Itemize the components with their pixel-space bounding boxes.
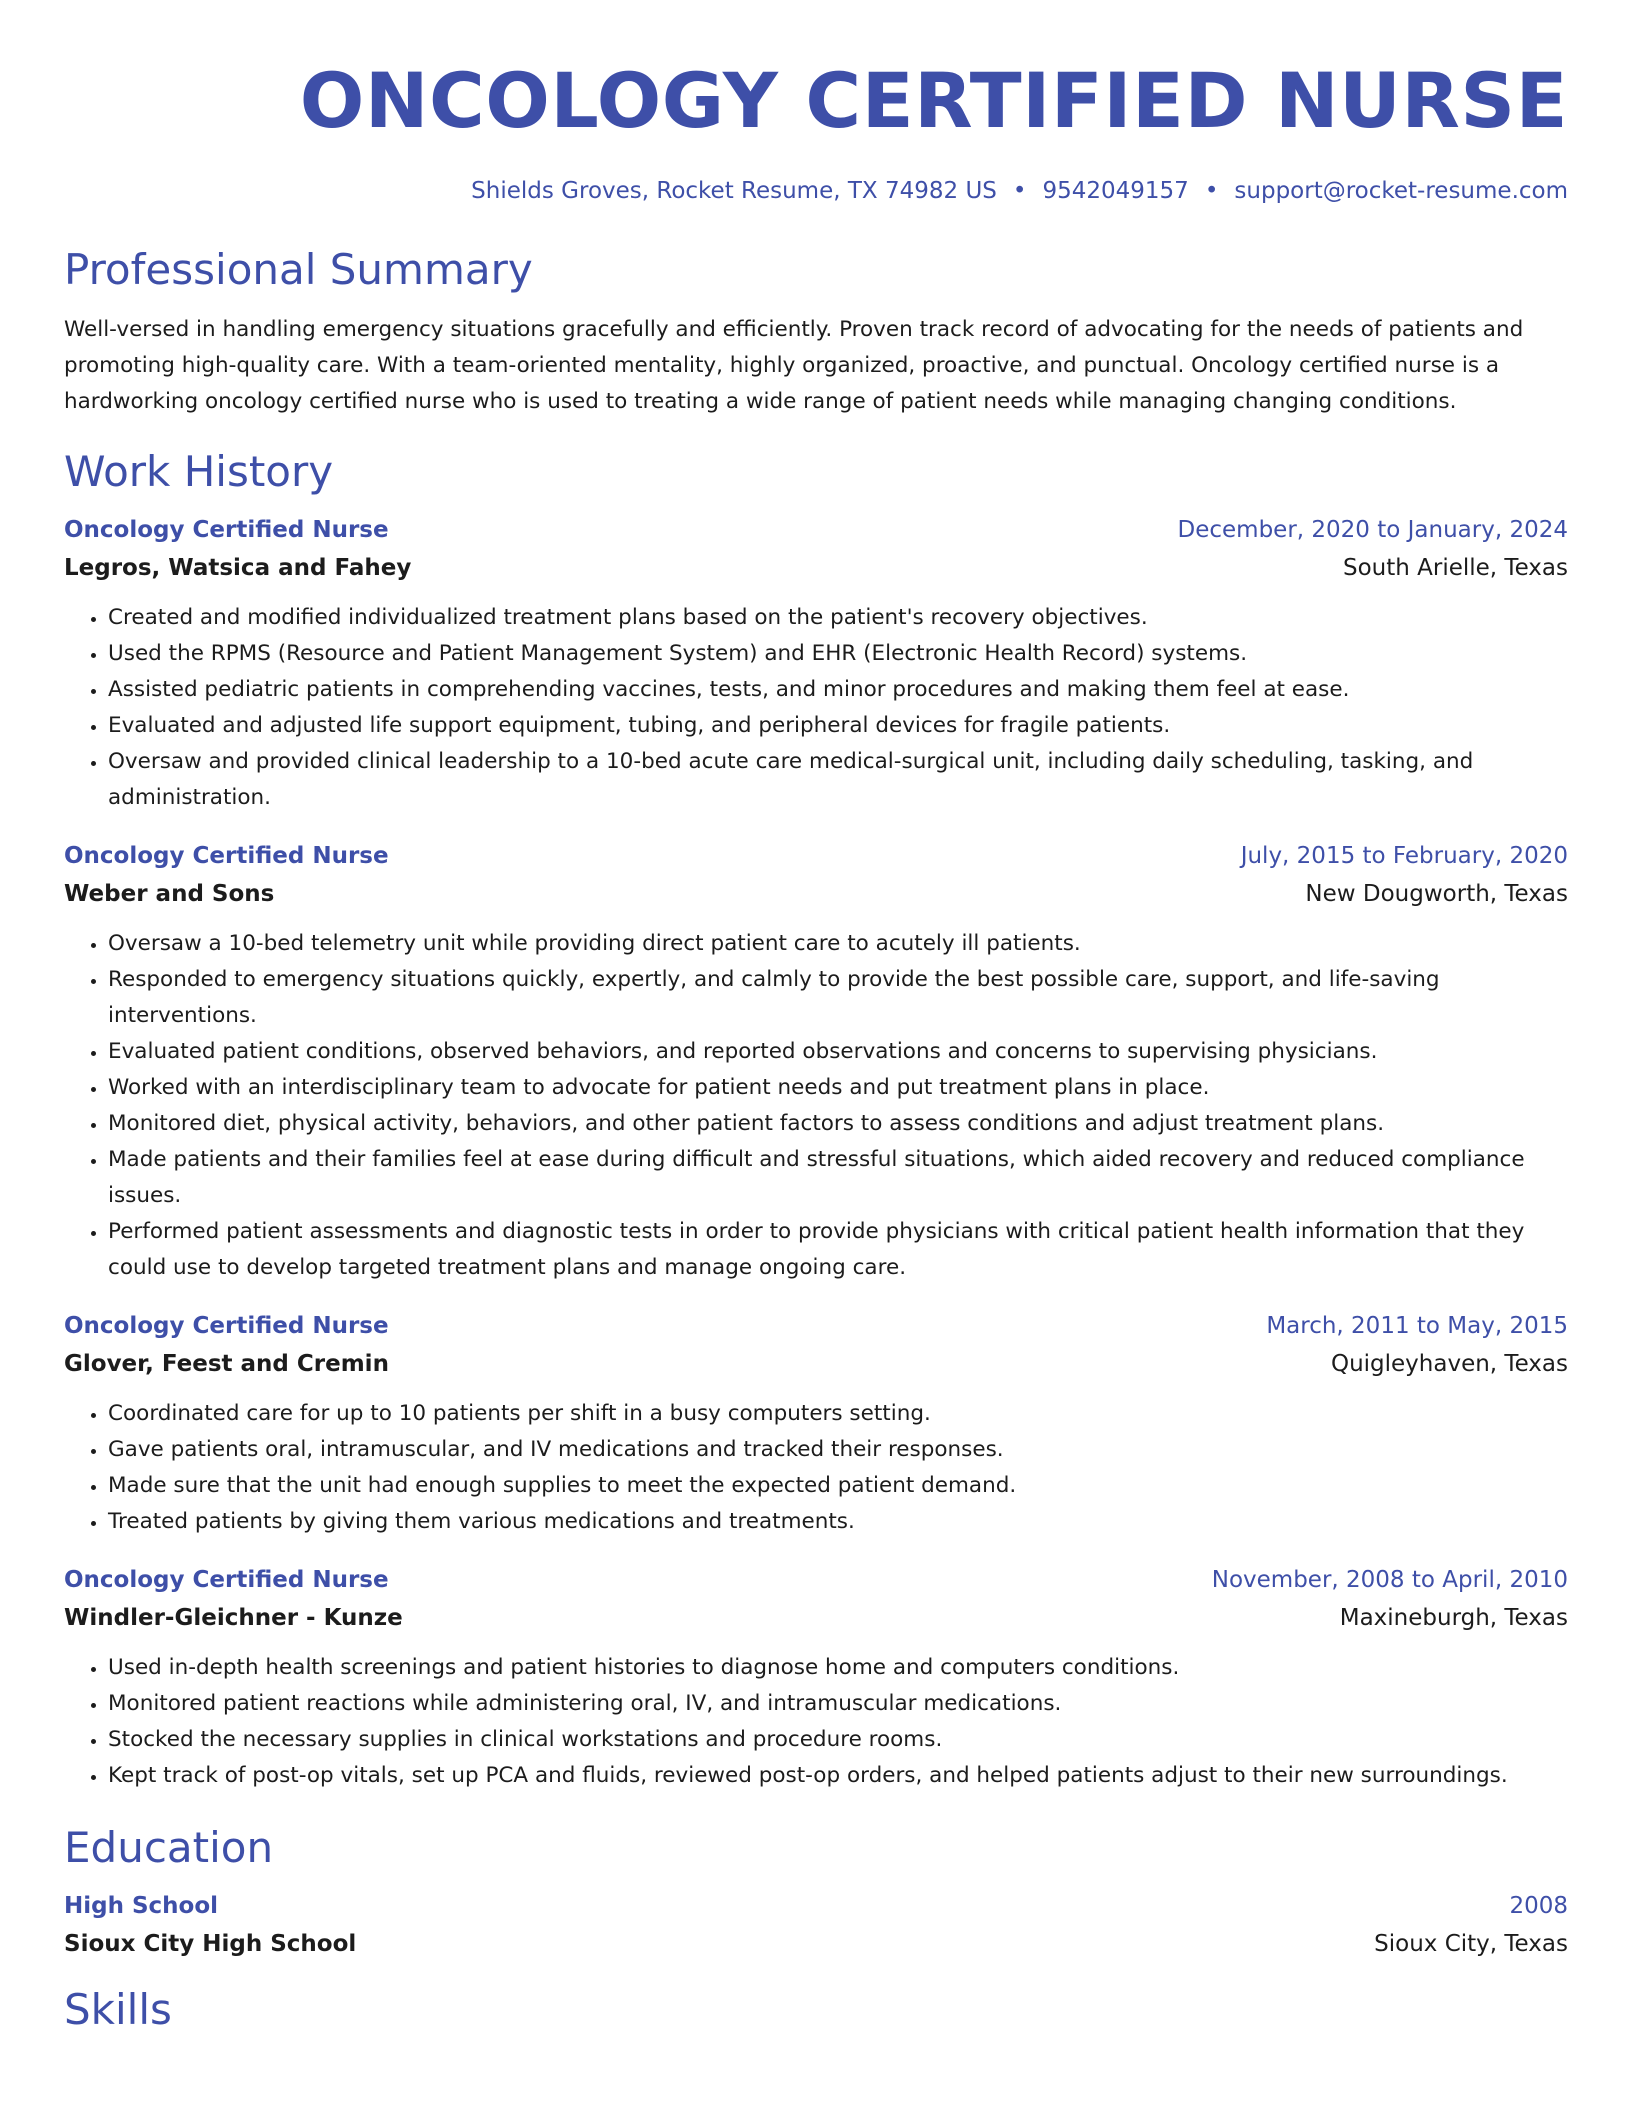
contact-line xyxy=(64,178,1568,204)
job-company: Weber and Sons xyxy=(64,881,275,907)
job-bullet: • Evaluated and adjusted life support equipment, tubing, and peripheral devices for fragile patients. xyxy=(108,708,1568,744)
education-year: 2008 xyxy=(1509,1893,1568,1919)
summary-text: Well-versed in handling emergency situations gracefully and efficiently. Proven track record of advocating for the needs of patients and promoting high-quality care. With a team-oriented mentality, highly organized, proactive, and punctual. Oncology certified nurse is a hardworking oncology certified nurse who is used to treating a wide range of patient needs while managing changing conditions. xyxy=(64,317,1524,414)
job-bullet: • Kept track of post-op vitals, set up PCA and fluids, reviewed post-op orders, and helped patients adjust to their new surroundings. xyxy=(108,1758,1568,1794)
job-title: Oncology Certified Nurse xyxy=(64,843,389,869)
section-title-education: Education xyxy=(64,1823,274,1872)
section-title-summary: Professional Summary xyxy=(64,245,533,294)
job-bullet: • Stocked the necessary supplies in clinical workstations and procedure rooms. xyxy=(108,1722,1568,1758)
contact-address: Shields Groves, Rocket Resume, TX 74982 US xyxy=(471,178,997,204)
job-bullets xyxy=(64,1650,1568,1794)
job-entry xyxy=(64,838,1568,1286)
contact-separator: • xyxy=(1204,178,1219,204)
job-bullet: • Evaluated patient conditions, observed behaviors, and reported observations and concerns to supervising physicians. xyxy=(108,1034,1568,1070)
resume-name: ONCOLOGY CERTIFIED NURSE xyxy=(299,56,1568,145)
job-title: Oncology Certified Nurse xyxy=(64,1567,389,1593)
contact-email: support@rocket-resume.com xyxy=(1234,178,1568,204)
job-bullet: • Oversaw a 10-bed telemetry unit while providing direct patient care to acutely ill patients. xyxy=(108,926,1568,962)
job-bullet: • Treated patients by giving them various medications and treatments. xyxy=(108,1504,1568,1540)
job-bullet: • Responded to emergency situations quickly, expertly, and calmly to provide the best possible care, support, and life-saving interventions. xyxy=(108,962,1568,1034)
job-bullet: • Coordinated care for up to 10 patients per shift in a busy computers setting. xyxy=(108,1396,1568,1432)
job-bullet: • Worked with an interdisciplinary team to advocate for patient needs and put treatment plans in place. xyxy=(108,1070,1568,1106)
job-company: Glover, Feest and Cremin xyxy=(64,1351,389,1377)
job-dates: November, 2008 to April, 2010 xyxy=(1211,1567,1568,1593)
job-bullets xyxy=(64,1396,1568,1540)
job-bullet: • Monitored patient reactions while administering oral, IV, and intramuscular medications. xyxy=(108,1686,1568,1722)
job-bullet: • Made patients and their families feel at ease during difficult and stressful situations, which aided recovery and reduced compliance issues. xyxy=(108,1142,1568,1214)
job-location: South Arielle, Texas xyxy=(1342,555,1568,581)
job-title: Oncology Certified Nurse xyxy=(64,517,389,543)
job-dates: July, 2015 to February, 2020 xyxy=(1240,843,1568,869)
education-location: Sioux City, Texas xyxy=(1374,1931,1568,1957)
job-entry xyxy=(64,1562,1568,1794)
job-bullet: • Used the RPMS (Resource and Patient Management System) and EHR (Electronic Health Record) systems. xyxy=(108,636,1568,672)
job-bullet: • Performed patient assessments and diagnostic tests in order to provide physicians with critical patient health information that they could use to develop targeted treatment plans and manage ongoing care. xyxy=(108,1214,1568,1286)
job-dates: December, 2020 to January, 2024 xyxy=(1177,517,1568,543)
contact-separator: • xyxy=(1012,178,1027,204)
job-location: Maxineburgh, Texas xyxy=(1339,1605,1568,1631)
job-company: Windler-Gleichner - Kunze xyxy=(64,1605,403,1631)
education-degree: High School xyxy=(64,1893,219,1919)
job-bullet: • Created and modified individualized treatment plans based on the patient's recovery objectives. xyxy=(108,600,1568,636)
job-title: Oncology Certified Nurse xyxy=(64,1313,389,1339)
job-bullet: • Assisted pediatric patients in comprehending vaccines, tests, and minor procedures and making them feel at ease. xyxy=(108,672,1568,708)
job-entry xyxy=(64,512,1568,816)
job-bullet: • Oversaw and provided clinical leadership to a 10-bed acute care medical-surgical unit, including daily scheduling, tasking, and administration. xyxy=(108,744,1568,816)
job-bullets xyxy=(64,926,1568,1286)
education-school: Sioux City High School xyxy=(64,1931,357,1957)
job-bullet: • Used in-depth health screenings and patient histories to diagnose home and computers conditions. xyxy=(108,1650,1568,1686)
job-bullets xyxy=(64,600,1568,816)
education-entry xyxy=(64,1888,1568,1964)
section-title-work-history: Work History xyxy=(64,447,334,496)
contact-phone: 9542049157 xyxy=(1042,178,1189,204)
job-location: New Dougworth, Texas xyxy=(1305,881,1568,907)
job-bullet: • Made sure that the unit had enough supplies to meet the expected patient demand. xyxy=(108,1468,1568,1504)
job-bullet: • Monitored diet, physical activity, behaviors, and other patient factors to assess conditions and adjust treatment plans. xyxy=(108,1106,1568,1142)
job-location: Quigleyhaven, Texas xyxy=(1330,1351,1568,1377)
job-company: Legros, Watsica and Fahey xyxy=(64,555,412,581)
section-title-skills: Skills xyxy=(64,1985,172,2034)
job-entry xyxy=(64,1308,1568,1540)
job-bullet: • Gave patients oral, intramuscular, and IV medications and tracked their responses. xyxy=(108,1432,1568,1468)
job-dates: March, 2011 to May, 2015 xyxy=(1266,1313,1568,1339)
